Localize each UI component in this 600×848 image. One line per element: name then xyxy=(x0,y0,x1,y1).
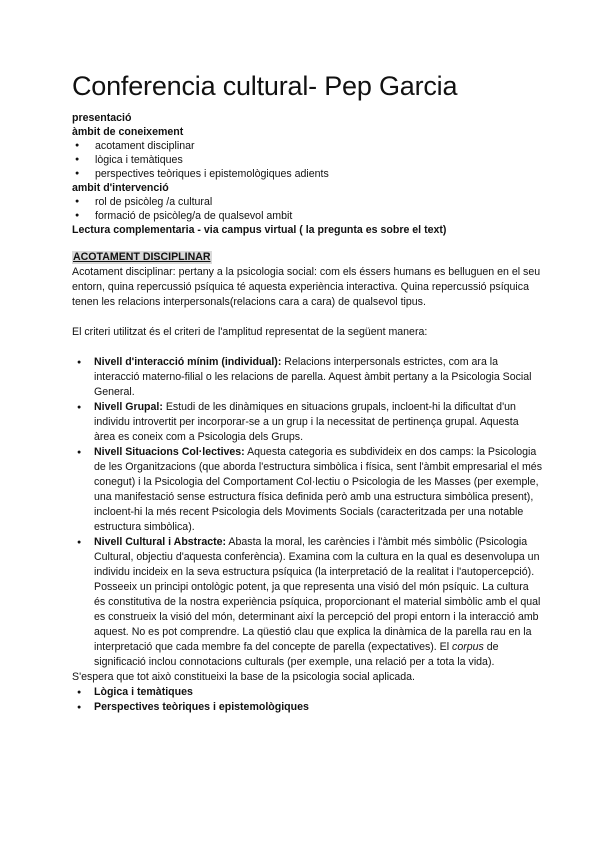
level-label: Nivell Cultural i Abstracte: xyxy=(94,536,227,548)
lectura-complementaria: Lectura complementaria - via campus virtual ( la pregunta es sobre el text) xyxy=(72,224,447,236)
list-item: ● lògica i temàtiques xyxy=(72,153,542,167)
final-list xyxy=(72,685,542,715)
level-label: Nivell d'interacció mínim (individual): xyxy=(94,356,282,368)
document-page xyxy=(72,70,542,715)
level-item xyxy=(72,535,542,670)
level-text: Aquesta categoria es subdivideix en dos camps: la Psicologia de les Organitzacions (que aborda l'estructura simbòlica i física, sent l'àmbit empresarial el més conegut) i la Psicologia del Comportament Col·lectiu o Psicologia de les Masses (per exemple, una manifestació sense estructura física definida però amb una estructura simbòlica present), incloent-hi la més recent Psicologia dels Moviments Socials (caracteritzada per una notable estructura simbòlica). xyxy=(94,446,542,533)
heading-ambit-coneixement: àmbit de coneixement xyxy=(72,126,184,138)
level-label: Nivell Grupal: xyxy=(94,401,163,413)
level-label: Nivell Situacions Col·lectives: xyxy=(94,446,245,458)
list-item: ● perspectives teòriques i epistemològiques adients xyxy=(72,167,542,181)
list-item: ● rol de psicòleg /a cultural xyxy=(72,195,542,209)
criteri-paragraph: El criteri utilitzat és el criteri de l'amplitud representat de la següent manera: xyxy=(72,326,428,338)
intro-paragraph: Acotament disciplinar: pertany a la psicologia social: com els éssers humans es belluguen en el seu entorn, quina repercussió psíquica té aquesta experiència interactiva. Quina repercussió psíquica tenen les relacions interpersonals(relacions cara a cara) de qualsevol tipus. xyxy=(72,266,541,308)
list-item: ● formació de psicòleg/a de qualsevol ambit xyxy=(72,209,542,223)
level-item xyxy=(72,400,542,445)
page-title: Conferencia cultural- Pep Garcia xyxy=(72,71,458,101)
levels-list xyxy=(72,355,542,670)
list-item: ● Lògica i temàtiques xyxy=(72,685,542,700)
level-text: Relacions interpersonals estrictes, com ara la interacció materno-filial o les relacions de parella. Aquest àmbit pertany a la Psicologia Social General. xyxy=(94,356,532,398)
closing-paragraph: S'espera que tot això constitueixi la base de la psicologia social aplicada. xyxy=(72,671,415,683)
list-item: ● acotament disciplinar xyxy=(72,139,542,153)
level-item xyxy=(72,355,542,400)
level-text: Estudi de les dinàmiques en situacions grupals, incloent-hi la dificultat d'un individu introvertit per incorporar-se a un grup i la necessitat de pertinença grupal. Aquesta àrea es coneix com a Psicologia dels Grups. xyxy=(94,401,519,443)
level-text: de significació inclou connotacions culturals (per exemple, una relació per a tota la vida). xyxy=(94,641,499,668)
level-text: Abasta la moral, les carències i l'àmbit més simbòlic (Psicologia Cultural, objectiu d'aquesta conferència). Examina com la cultura en la qual es desenvolupa un individu incideix en la seva estructura psíquica (la interpretació de la realitat i l'autopercepció). Posseeix un principi ontològic potent, ja que representa una visió del món psíquic. La cultura és constitutiva de la nostra experiència psíquica, proporcionant el material simbòlic amb el qual es construeix la visió del món, determinant així la percepció del propi entorn i la interacció amb aquest. No es pot comprendre. La qüestió clau que explica la dinàmica de la parella rau en la interpretació que cada membre fa del concepte de parella (expectatives). El xyxy=(94,536,541,653)
heading-presentacio: presentació xyxy=(72,112,132,124)
list-ambit-intervencio xyxy=(72,195,542,223)
heading-ambit-intervencio: ambit d'intervenció xyxy=(72,182,169,194)
level-text-italic: corpus xyxy=(452,641,484,653)
section-heading: ACOTAMENT DISCIPLINAR xyxy=(73,251,211,263)
list-ambit-coneixement xyxy=(72,139,542,181)
list-item: ● Perspectives teòriques i epistemològiques xyxy=(72,700,542,715)
level-item xyxy=(72,445,542,535)
